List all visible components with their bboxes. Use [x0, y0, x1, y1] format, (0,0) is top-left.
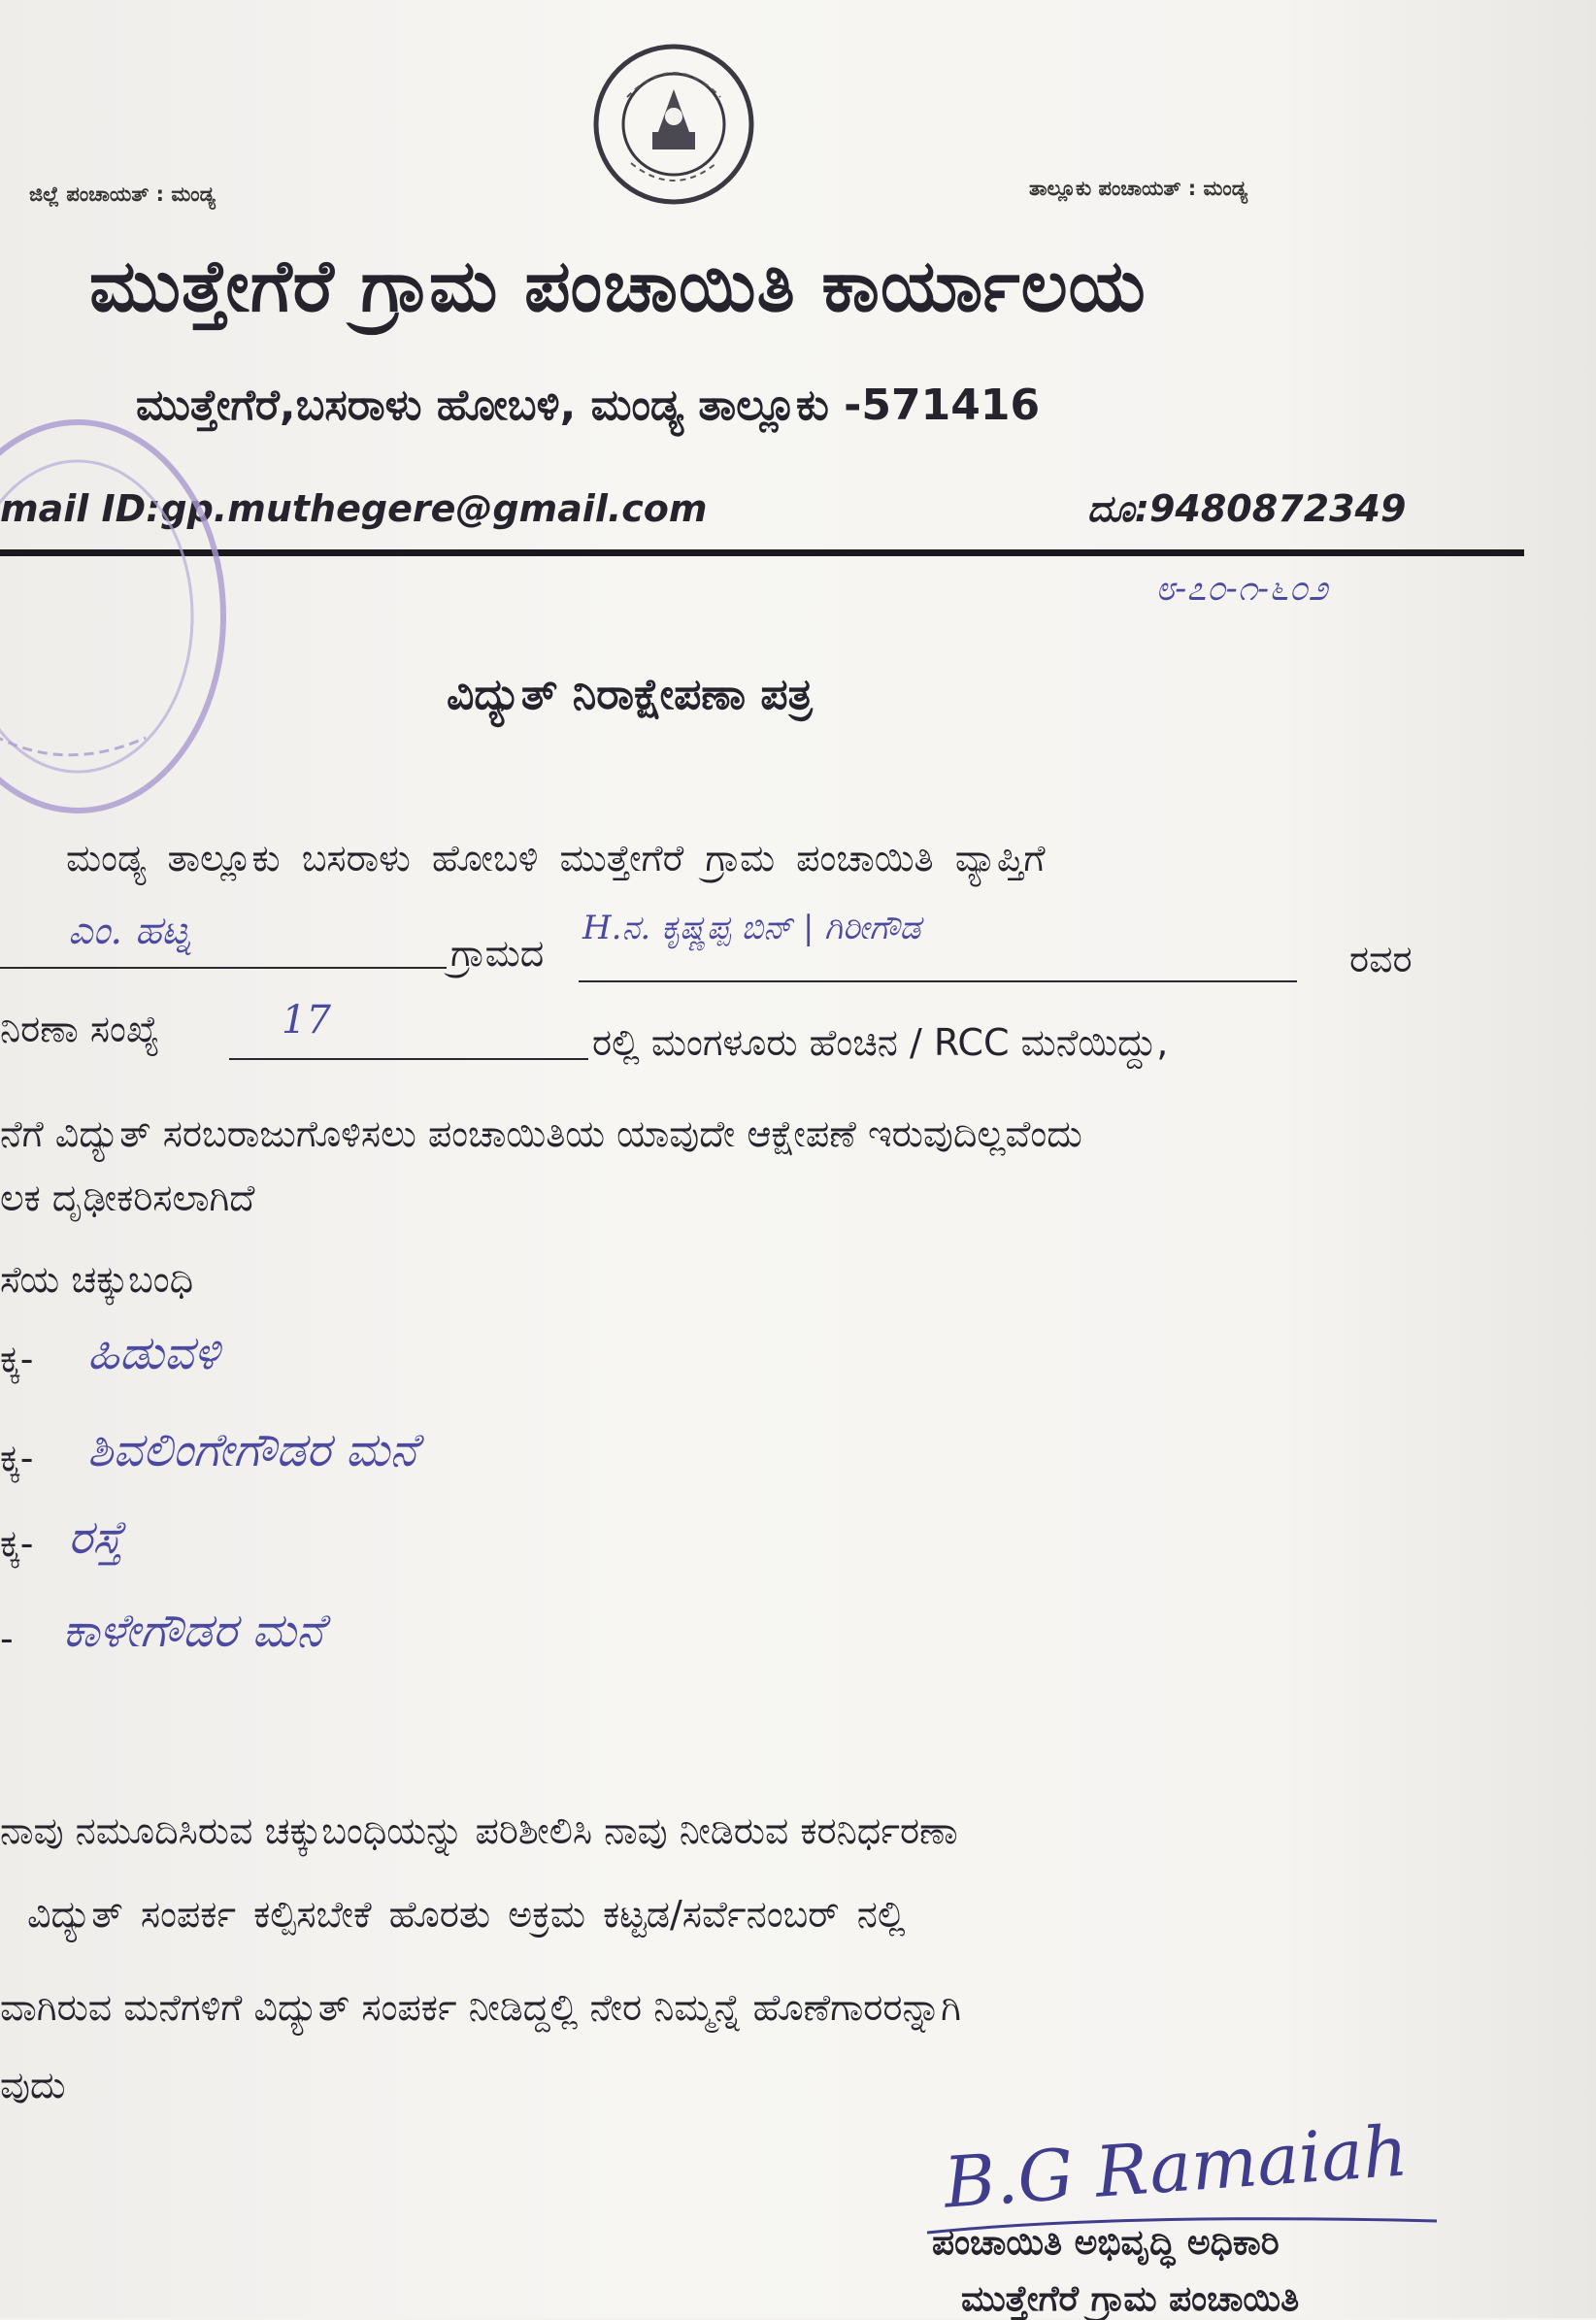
note-line-2: ವಿದ್ಯುತ್ ಸಂಪರ್ಕ ಕಲ್ಪಿಸಬೇಕೆ ಹೊರತು ಅಕ್ರಮ ಕಟ್ಟಡ/ಸರ್ವೆನಂಬರ್ ನಲ್ಲಿ [27, 1893, 906, 1936]
district-panchayat-tag: ಜಿಲ್ಲೆ ಪಂಚಾಯತ್ : ಮಂಡ್ಯ [29, 182, 216, 206]
taluk-panchayat-tag: ತಾಲ್ಲೂಕು ಪಂಚಾಯತ್ : ಮಂಡ್ಯ [1029, 177, 1248, 200]
office-email: mail ID:gp.muthegere@gmail.com [0, 487, 708, 530]
body-line-3-end: ರಲ್ಲಿ ಮಂಗಳೂರು ಹೆಂಚಿನ / RCC ಮನೆಯಿದ್ದು, [592, 1021, 1169, 1064]
officer-signature: B.G Ramaiah [941, 2109, 1411, 2224]
village-fill-line [0, 967, 447, 969]
owner-fill-line [579, 980, 1297, 982]
boundary-value: ರಸ್ತೆ [68, 1510, 123, 1565]
officer-designation: ಪಂಚಾಯಿತಿ ಅಭಿವೃದ್ಧಿ ಅಧಿಕಾರಿ [932, 2223, 1280, 2263]
body-line-4: ನೆಗೆ ವಿದ್ಯುತ್ ಸರಬರಾಜುಗೊಳಿಸಲು ಪಂಚಾಯಿತಿಯ ಯಾವುದೇ ಆಕ್ಷೇಪಣೆ ಇರುವುದಿಲ್ಲವೆಂದು [0, 1112, 1082, 1155]
assessment-fill-line [229, 1058, 588, 1060]
body-line-5: ಲಕ ದೃಢೀಕರಿಸಲಾಗಿದೆ [0, 1177, 255, 1219]
officer-office: ಮುತ್ತೇಗೆರೆ ಗ್ರಾಮ ಪಂಚಾಯಿತಿ [961, 2279, 1300, 2319]
issue-date: ೮-೭೦-೧-೬೦೨ [1155, 569, 1328, 609]
office-phone: ದೂ:9480872349 [1087, 487, 1407, 530]
boundary-prefix: ಕ್ಕ- [0, 1437, 34, 1479]
office-address: ಮುತ್ತೇಗೆರೆ,ಬಸರಾಳು ಹೋಬಳಿ, ಮಂಡ್ಯ ತಾಲ್ಲೂಕು -571416 [136, 381, 1041, 430]
boundary-value: ಕಾಳೇಗೌಡರ ಮನೆ [62, 1604, 324, 1658]
boundary-value: ಹಿಡುವಳಿ [87, 1326, 219, 1380]
assessment-number-value: 17 [282, 998, 331, 1043]
boundary-value: ಶಿವಲಿಂಗೇಗೌಡರ ಮನೆ [87, 1423, 417, 1477]
boundary-prefix: ಕ್ಕ- [0, 1338, 34, 1380]
boundary-prefix: ಕ್ಕ- [0, 1522, 34, 1565]
note-line-3: ವಾಗಿರುವ ಮನೆಗಳಿಗೆ ವಿದ್ಯುತ್ ಸಂಪರ್ಕ ನೀಡಿದ್ದಲ್ಲಿ ನೇರ ನಿಮ್ಮನ್ನೆ ಹೊಣೆಗಾರರನ್ನಾಗಿ [0, 1986, 961, 2029]
body-line-1: ಮಂಡ್ಯ ತಾಲ್ಲೂಕು ಬಸರಾಳು ಹೋಬಳಿ ಮುತ್ತೇಗೆರೆ ಗ್ರಾಮ ಪಂಚಾಯಿತಿ ವ್ಯಾಪ್ತಿಗೆ [66, 837, 1046, 879]
assessment-number-label: ನಿರಣಾ ಸಂಖ್ಯೆ [0, 1008, 160, 1050]
boundary-prefix: - [0, 1617, 14, 1660]
note-line-4: ವುದು [0, 2064, 66, 2106]
body-village-suffix: ಗ್ರಾಮದ [450, 932, 545, 975]
boundaries-label: ಸೆಯ ಚಕ್ಕುಬಂಧಿ [0, 1258, 194, 1301]
note-line-1: ನಾವು ನಮೂದಿಸಿರುವ ಚಕ್ಕುಬಂಧಿಯನ್ನು ಪರಿಶೀಲಿಸಿ ನಾವು ನೀಡಿರುವ ಕರನಿರ್ಧರಣಾ [0, 1809, 958, 1852]
village-value: ಎಂ. ಹಟ್ನ [68, 909, 193, 953]
office-stamp-icon [0, 408, 262, 825]
office-title: ಮುತ್ತೇಗೆರೆ ಗ್ರಾಮ ಪಂಚಾಯಿತಿ ಕಾರ್ಯಾಲಯ [89, 245, 1147, 328]
document-heading: ವಿದ್ಯುತ್ ನಿರಾಕ್ಷೇಪಣಾ ಪತ್ರ [447, 670, 813, 719]
owner-value: H.ನ. ಕೃಷ್ಣಪ್ಪ ಬಿನ್ | ಗಿರೀಗೌಡ [582, 909, 921, 947]
emblem-seal-icon [588, 39, 759, 210]
body-line-2-end: ರವರ [1349, 938, 1413, 980]
